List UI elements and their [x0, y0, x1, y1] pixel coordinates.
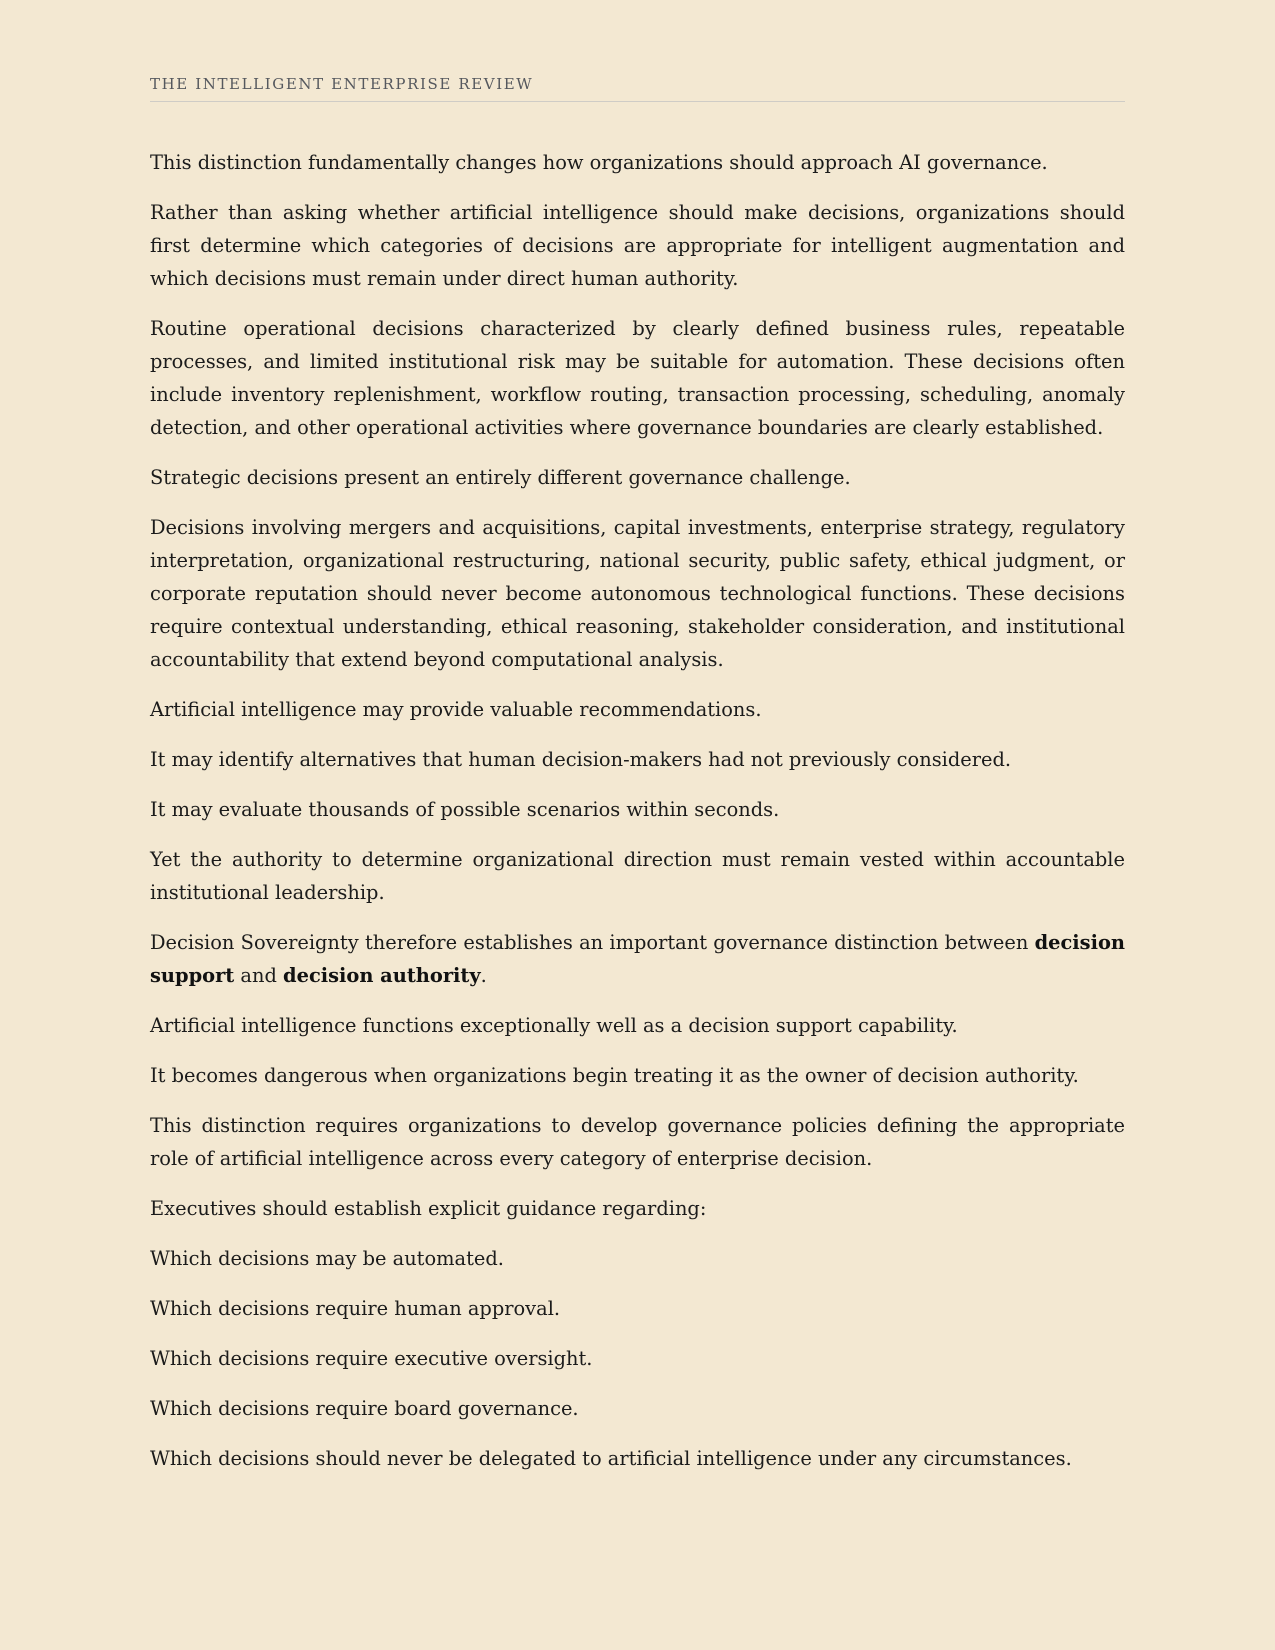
paragraph: Decisions involving mergers and acquisitions, capital investments, enterprise strategy, regulatory interpretation, organizational restructuring, national security, public safety, ethical judgment, or corporate reputation should never become autonomous technological functions. These decisions require contextual understanding, ethical reasoning, stakeholder consideration, and institutional accountability that extend beyond computational analysis. — [150, 516, 1125, 671]
paragraph: Yet the authority to determine organizational direction must remain vested within accountable institutional leadership. — [150, 848, 1125, 904]
paragraph: Executives should establish explicit guidance regarding: — [150, 1197, 707, 1220]
article-body — [150, 146, 1125, 1475]
guidance-item: Which decisions require board governance. — [150, 1397, 579, 1420]
paragraph: This distinction requires organizations to develop governance policies defining the appropriate role of artificial intelligence across every category of enterprise decision. — [150, 1114, 1125, 1170]
paragraph: Routine operational decisions characterized by clearly defined business rules, repeatable processes, and limited institutional risk may be suitable for automation. These decisions often include inventory replenishment, workflow routing, transaction processing, scheduling, anomaly detection, and other operational activities where governance boundaries are clearly established. — [150, 317, 1125, 439]
paragraph-text-mid: and — [234, 964, 284, 987]
term-decision-authority: decision authority — [283, 964, 481, 987]
paragraph: This distinction fundamentally changes how organizations should approach AI governance. — [150, 151, 1048, 174]
paragraph-text-end: . — [480, 964, 487, 987]
guidance-item: Which decisions may be automated. — [150, 1247, 504, 1270]
running-header: THE INTELLIGENT ENTERPRISE REVIEW — [150, 75, 1125, 102]
guidance-item: Which decisions should never be delegated to artificial intelligence under any circumstances. — [150, 1447, 1072, 1470]
paragraph: Artificial intelligence may provide valuable recommendations. — [150, 698, 762, 721]
paragraph-text-lead: Decision Sovereignty therefore establishes an important governance distinction between — [150, 931, 1035, 954]
guidance-item: Which decisions require executive oversight. — [150, 1347, 593, 1370]
paragraph-decision-distinction — [150, 926, 1125, 992]
term-decision-support: decision support — [150, 931, 1125, 987]
paragraph: It becomes dangerous when organizations begin treating it as the owner of decision authority. — [150, 1064, 1079, 1087]
paragraph: Artificial intelligence functions exceptionally well as a decision support capability. — [150, 1014, 958, 1037]
guidance-item: Which decisions require human approval. — [150, 1297, 561, 1320]
paragraph: It may identify alternatives that human decision-makers had not previously considered. — [150, 748, 1012, 771]
paragraph: Rather than asking whether artificial intelligence should make decisions, organizations should first determine which categories of decisions are appropriate for intelligent augmentation and which decisions must remain under direct human authority. — [150, 201, 1125, 290]
paragraph: It may evaluate thousands of possible scenarios within seconds. — [150, 798, 780, 821]
paragraph: Strategic decisions present an entirely different governance challenge. — [150, 466, 851, 489]
